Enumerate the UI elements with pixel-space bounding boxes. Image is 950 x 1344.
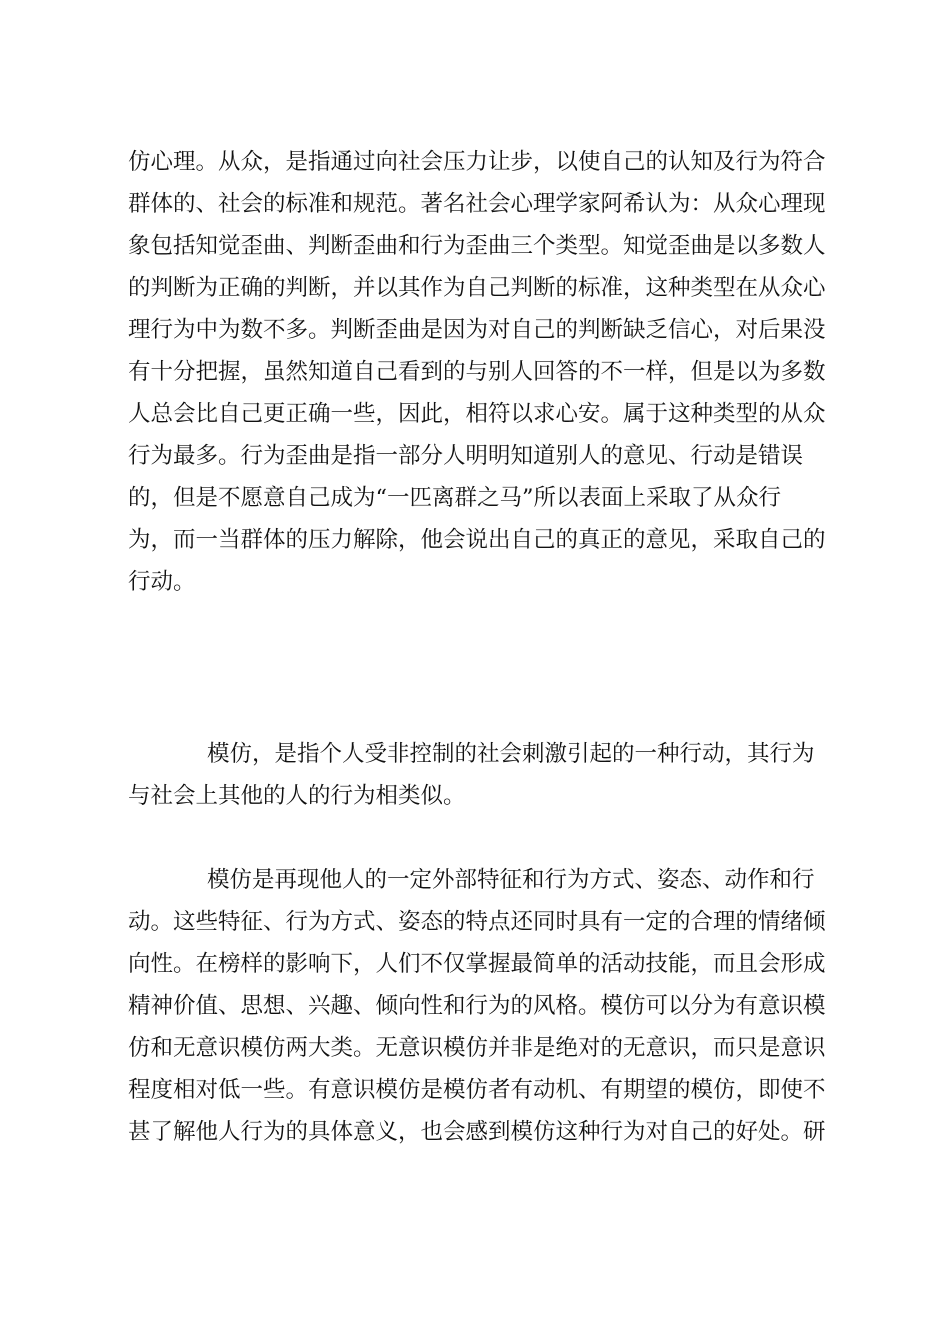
text-line: 程度相对低一些。有意识模仿是模仿者有动机、有期望的模仿，即使不: [128, 1077, 826, 1103]
paragraph-imitation-definition: [128, 733, 815, 817]
text-line: 有十分把握，虽然知道自己看到的与别人回答的不一样，但是以为多数: [128, 359, 826, 385]
text-line: 群体的、社会的标准和规范。著名社会心理学家阿希认为：从众心理现: [128, 191, 826, 217]
text-line: 象包括知觉歪曲、判断歪曲和行为歪曲三个类型。知觉歪曲是以多数人: [128, 233, 826, 259]
text-line: 甚了解他人行为的具体意义，也会感到模仿这种行为对自己的好处。研: [128, 1119, 826, 1145]
text-line: 向性。在榜样的影响下，人们不仅掌握最简单的活动技能，而且会形成: [128, 951, 826, 977]
text-line: 仿心理。从众，是指通过向社会压力让步，以使自己的认知及行为符合: [128, 149, 826, 175]
text-line: 行动。: [128, 569, 196, 595]
text-line: 的，但是不愿意自己成为“一匹离群之马”所以表面上采取了从众行: [128, 485, 782, 511]
text-line: 精神价值、思想、兴趣、倾向性和行为的风格。模仿可以分为有意识模: [128, 993, 826, 1019]
text-line: 为，而一当群体的压力解除，他会说出自己的真正的意见，采取自己的: [128, 527, 826, 553]
text-line: 模仿是再现他人的一定外部特征和行为方式、姿态、动作和行: [207, 867, 815, 893]
text-line: 人总会比自己更正确一些，因此，相符以求心安。属于这种类型的从众: [128, 401, 826, 427]
text-line: 模仿，是指个人受非控制的社会刺激引起的一种行动，其行为: [207, 741, 815, 767]
text-line: 行为最多。行为歪曲是指一部分人明明知道别人的意见、行动是错误: [128, 443, 804, 469]
text-line: 理行为中为数不多。判断歪曲是因为对自己的判断缺乏信心，对后果没: [128, 317, 826, 343]
paragraph-conformity: [128, 141, 826, 603]
paragraph-imitation-detail: [128, 859, 826, 1153]
text-line: 与社会上其他的人的行为相类似。: [128, 783, 466, 809]
text-line: 动。这些特征、行为方式、姿态的特点还同时具有一定的合理的情绪倾: [128, 909, 826, 935]
text-line: 仿和无意识模仿两大类。无意识模仿并非是绝对的无意识，而只是意识: [128, 1035, 826, 1061]
text-line: 的判断为正确的判断，并以其作为自己判断的标准，这种类型在从众心: [128, 275, 826, 301]
